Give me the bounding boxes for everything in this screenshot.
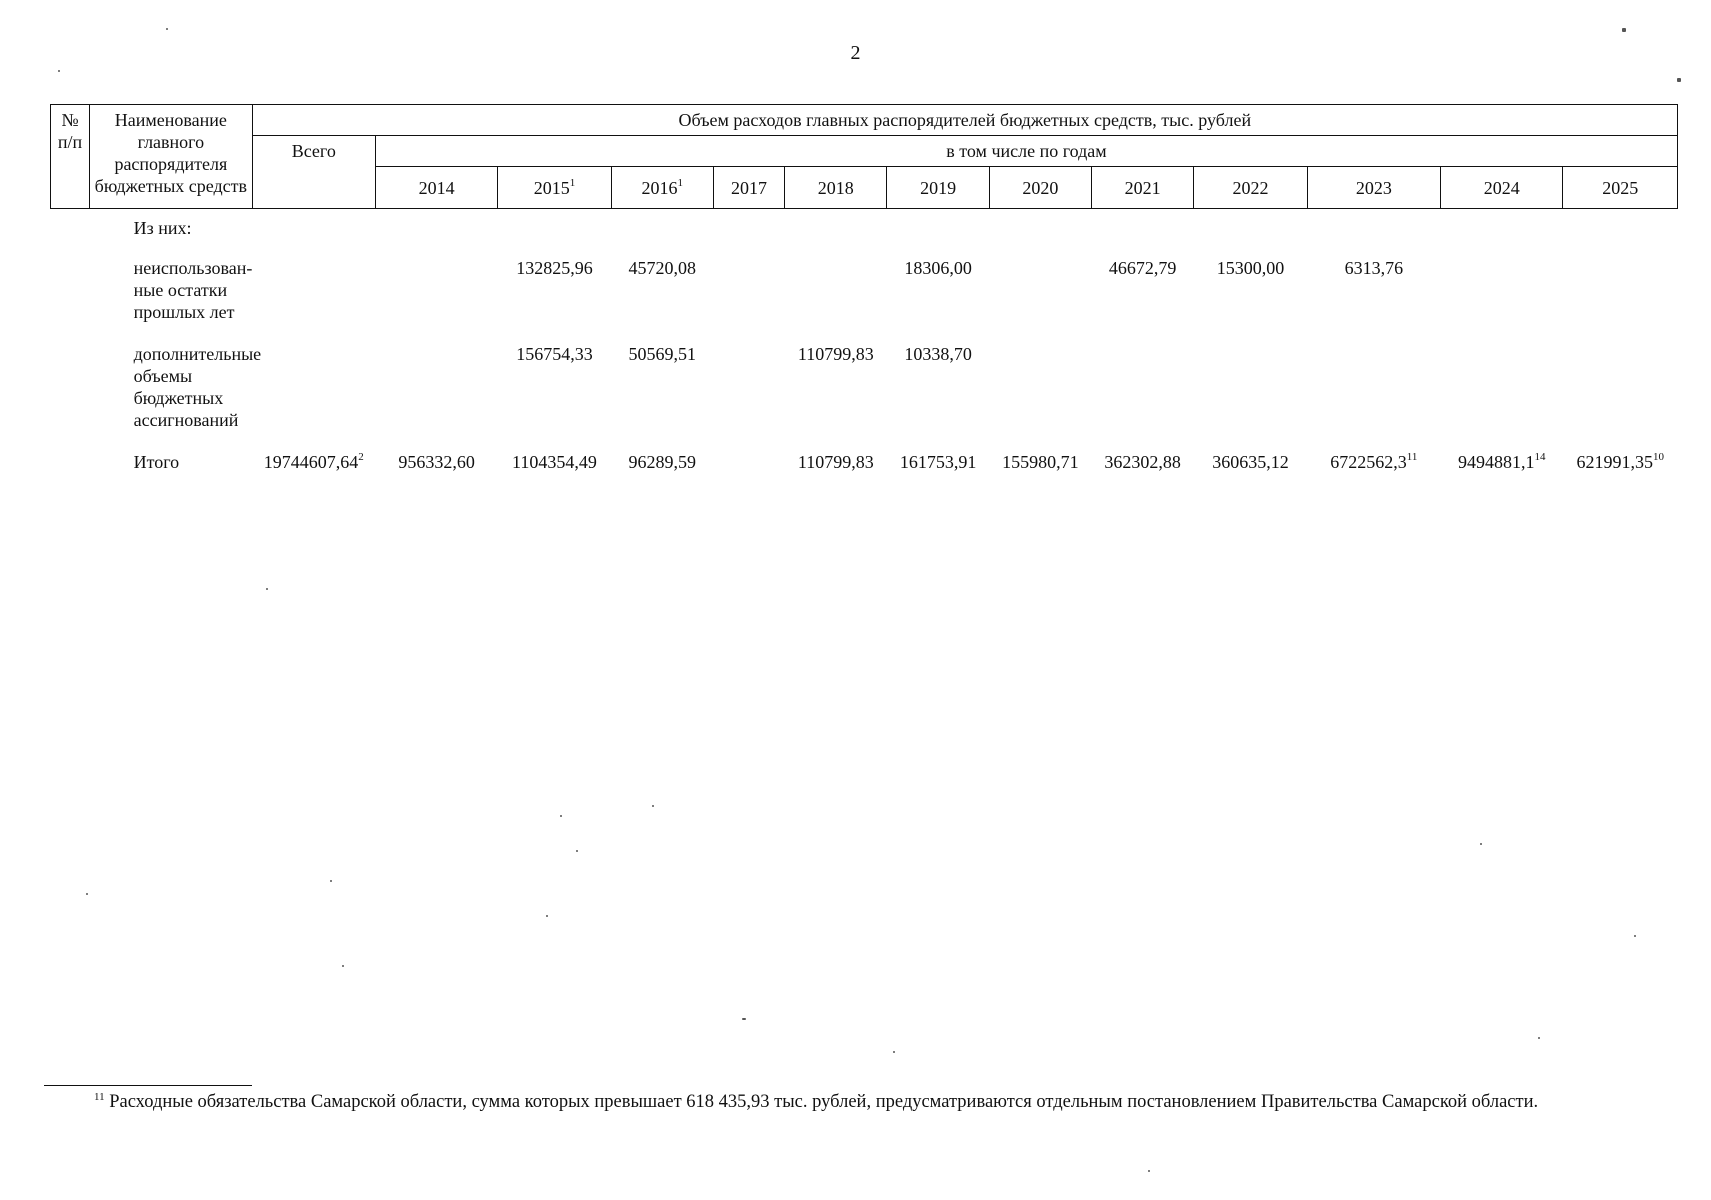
cell-2023 xyxy=(1307,343,1440,451)
total-cell-2025 xyxy=(1563,451,1678,473)
cell-2019: 18306,00 xyxy=(904,258,972,278)
header-by-years: в том числе по годам xyxy=(375,136,1677,167)
total-cell-value: 155980,71 xyxy=(1002,452,1079,472)
total-cell-sup: 10 xyxy=(1652,451,1664,463)
total-cell-2021 xyxy=(1092,451,1194,473)
header-name: Наименование главного распорядителя бюджетных средств xyxy=(90,105,252,209)
cell-2018 xyxy=(785,257,887,343)
total-cell-value: 6722562,3 xyxy=(1330,452,1407,472)
row-name: неиспользован-ные остатки прошлых лет xyxy=(133,258,253,322)
header-num: № п/п xyxy=(51,105,90,209)
header-year-label: 2016 xyxy=(641,177,678,198)
cell-2022: 15300,00 xyxy=(1216,258,1285,278)
scan-speck xyxy=(1538,1037,1540,1039)
cell-2014 xyxy=(375,257,497,343)
scan-speck xyxy=(166,28,168,30)
total-cell-value: 110799,83 xyxy=(797,452,874,472)
row-total xyxy=(252,343,375,451)
cell-2021: 46672,79 xyxy=(1108,258,1177,278)
cell-2015: 132825,96 xyxy=(516,258,593,278)
scan-speck xyxy=(330,880,332,882)
footnote xyxy=(94,1092,1538,1113)
row-num xyxy=(51,257,90,343)
cell-2023: 6313,76 xyxy=(1344,258,1404,278)
cell-2017 xyxy=(713,343,784,451)
row-num xyxy=(51,451,90,473)
header-year-label: 2020 xyxy=(1022,177,1059,198)
header-year-sup: 1 xyxy=(569,176,576,189)
header-year-2021 xyxy=(1092,167,1194,209)
total-cell-2014 xyxy=(375,451,497,473)
scan-speck xyxy=(576,850,578,852)
header-year-2017 xyxy=(713,167,784,209)
scan-speck xyxy=(1634,935,1636,937)
total-cell-value: 956332,60 xyxy=(398,452,475,472)
total-cell-2017 xyxy=(713,451,784,473)
scan-speck xyxy=(1677,78,1681,82)
header-year-2015 xyxy=(498,167,611,209)
cell-2018: 110799,83 xyxy=(797,344,874,364)
page-number: 2 xyxy=(850,42,861,64)
cell-2025 xyxy=(1563,257,1678,343)
scan-speck xyxy=(58,70,60,72)
total-cell-2022 xyxy=(1194,451,1307,473)
cell-2020 xyxy=(989,257,1091,343)
header-year-2020 xyxy=(989,167,1091,209)
cell-2022 xyxy=(1194,343,1307,451)
cell-2019: 10338,70 xyxy=(904,344,972,364)
header-year-2022 xyxy=(1194,167,1307,209)
header-year-label: 2014 xyxy=(418,177,455,198)
budget-table xyxy=(50,104,1678,473)
scan-speck xyxy=(560,815,562,817)
of-them-label: Из них: xyxy=(133,218,192,238)
cell-2016: 50569,51 xyxy=(628,344,697,364)
header-year-2014 xyxy=(375,167,497,209)
cell-2017 xyxy=(713,257,784,343)
total-cell-2024 xyxy=(1441,451,1563,473)
scan-speck xyxy=(652,805,654,807)
scan-speck xyxy=(1480,843,1482,845)
cell-2015: 156754,33 xyxy=(516,344,593,364)
total-cell-2019 xyxy=(887,451,989,473)
scan-speck xyxy=(893,1051,895,1053)
header-year-2025 xyxy=(1563,167,1678,209)
total-row xyxy=(51,451,1678,473)
row-total xyxy=(252,257,375,343)
cell-2020 xyxy=(989,343,1091,451)
header-year-label: 2017 xyxy=(731,177,768,198)
row-num xyxy=(51,343,90,451)
footnote-marker: 11 xyxy=(94,1091,105,1103)
total-cell-value: 1104354,49 xyxy=(512,452,597,472)
header-year-label: 2024 xyxy=(1483,177,1520,198)
cell-2024 xyxy=(1441,257,1563,343)
header-year-label: 2015 xyxy=(533,177,570,198)
total-cell-2016 xyxy=(611,451,713,473)
scan-speck xyxy=(86,893,88,895)
header-year-label: 2022 xyxy=(1232,177,1269,198)
total-cell-sup: 11 xyxy=(1406,451,1418,463)
total-cell-2020 xyxy=(989,451,1091,473)
cell-2025 xyxy=(1563,343,1678,451)
total-cell-2023 xyxy=(1307,451,1440,473)
scan-speck xyxy=(266,588,268,590)
total-cell-value: 362302,88 xyxy=(1104,452,1181,472)
header-volume: Объем расходов главных распорядителей бюджетных средств, тыс. рублей xyxy=(252,105,1677,136)
total-cell-value: 96289,59 xyxy=(628,452,697,472)
scan-speck xyxy=(546,915,548,917)
table-row xyxy=(51,343,1678,451)
total-cell-value: 161753,91 xyxy=(899,452,977,472)
cell-2021 xyxy=(1092,343,1194,451)
header-total: Всего xyxy=(252,136,375,209)
header-year-2018 xyxy=(785,167,887,209)
footnote-text: Расходные обязательства Самарской области, сумма которых превышает 618 435,93 тыс. рублей, предусматриваются отдельным постановлением Правительства Самарской области. xyxy=(104,1092,1539,1112)
total-cell-value: 360635,12 xyxy=(1212,452,1289,472)
scan-speck xyxy=(1148,1170,1150,1172)
header-year-2024 xyxy=(1441,167,1563,209)
scan-speck xyxy=(342,965,344,967)
header-year-label: 2018 xyxy=(817,177,854,198)
scan-speck xyxy=(742,1018,746,1020)
total-value: 19744607,64 xyxy=(263,452,359,472)
cell-2016: 45720,08 xyxy=(628,258,697,278)
header-year-2016 xyxy=(611,167,713,209)
total-cell-value: 621991,35 xyxy=(1576,452,1653,472)
table-row xyxy=(51,257,1678,343)
header-year-2019 xyxy=(887,167,989,209)
scan-speck xyxy=(1622,28,1626,32)
header-year-sup: 1 xyxy=(677,176,684,189)
header-year-label: 2021 xyxy=(1124,177,1161,198)
header-year-label: 2025 xyxy=(1602,177,1639,198)
header-year-2023 xyxy=(1307,167,1440,209)
header-year-label: 2019 xyxy=(920,177,957,198)
header-year-label: 2023 xyxy=(1355,177,1392,198)
total-cell-sup: 14 xyxy=(1534,451,1546,463)
cell-2014 xyxy=(375,343,497,451)
total-row-total xyxy=(252,451,375,473)
total-sup: 2 xyxy=(358,451,364,463)
cell-2024 xyxy=(1441,343,1563,451)
total-cell-2018 xyxy=(785,451,887,473)
total-row-label: Итого xyxy=(133,452,180,472)
total-cell-value: 9494881,1 xyxy=(1457,452,1535,472)
row-name: дополнительные объемы бюджетных ассигнований xyxy=(133,344,262,430)
footnote-rule xyxy=(44,1085,252,1086)
total-cell-2015 xyxy=(498,451,611,473)
